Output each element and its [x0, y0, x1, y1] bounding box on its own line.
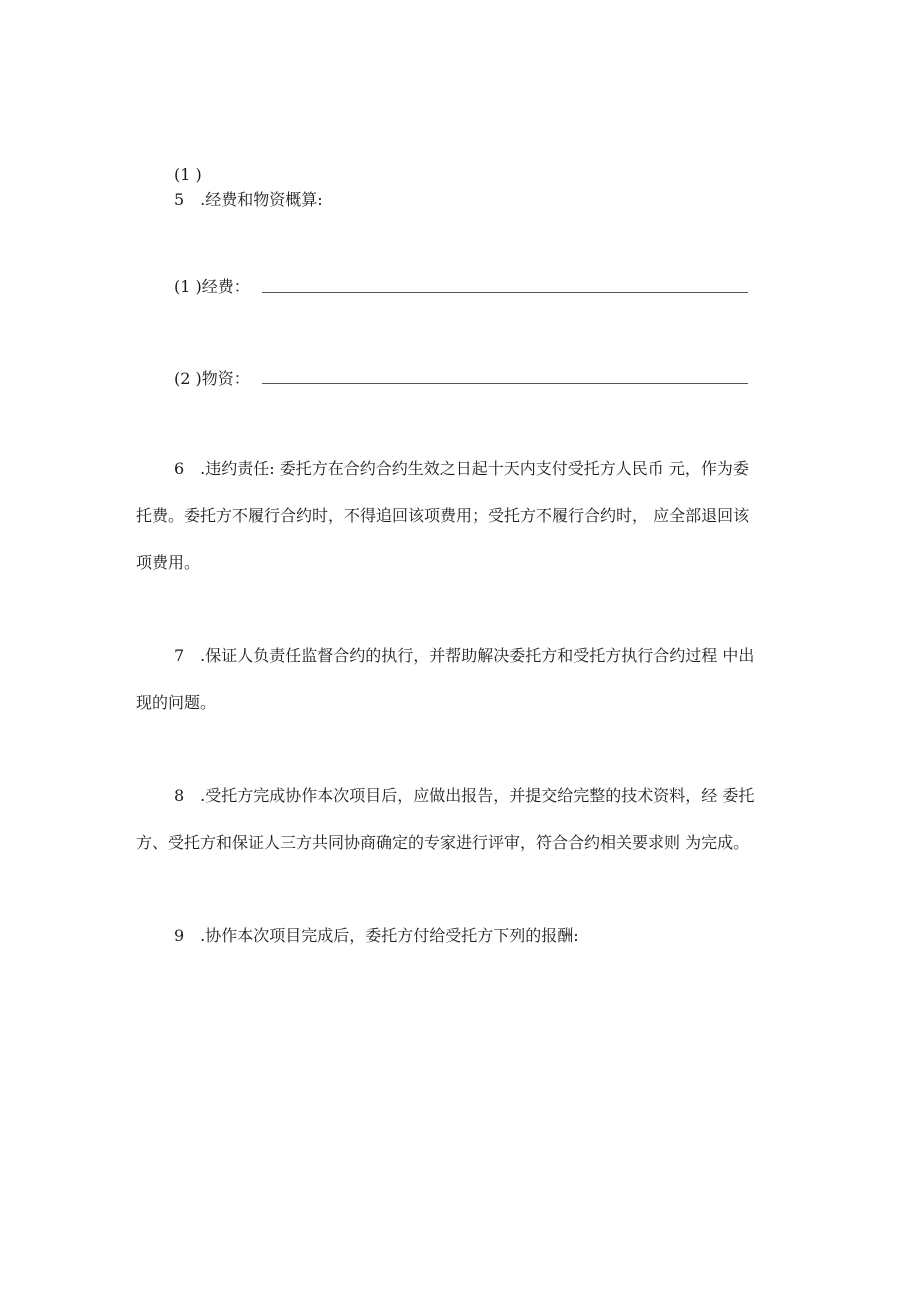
item-1-stub: (1 ) [174, 165, 202, 184]
materials-blank-line[interactable] [262, 383, 748, 384]
materials-label: (2 )物资： [174, 369, 250, 388]
section-6-line-2: 托费。委托方不履行合约时，不得追回该项费用；受托方不履行合约时， 应全部退回该 [136, 506, 750, 525]
section-7-line-1: 7 .保证人负责任监督合约的执行，并帮助解决委托方和受托方执行合约过程 中出 [174, 646, 755, 665]
section-5-heading: 5 .经费和物资概算: [174, 190, 323, 209]
funds-label: (1 )经费： [174, 277, 250, 296]
section-8-line-2: 方、受托方和保证人三方共同协商确定的专家进行评审，符合合约相关要求则 为完成。 [136, 833, 750, 852]
funds-blank-line[interactable] [262, 292, 748, 293]
section-8-line-1: 8 .受托方完成协作本次项目后，应做出报告，并提交给完整的技术资料，经 委托 [174, 786, 755, 805]
section-6-line-3: 项费用。 [136, 553, 201, 572]
section-7-line-2: 现的问题。 [136, 693, 217, 712]
section-6-line-1: 6 .违约责任: 委托方在合约合约生效之日起十天内支付受托方人民币 元，作为委 [174, 459, 749, 478]
section-9-line-1: 9 .协作本次项目完成后，委托方付给受托方下列的报酬: [174, 926, 579, 945]
